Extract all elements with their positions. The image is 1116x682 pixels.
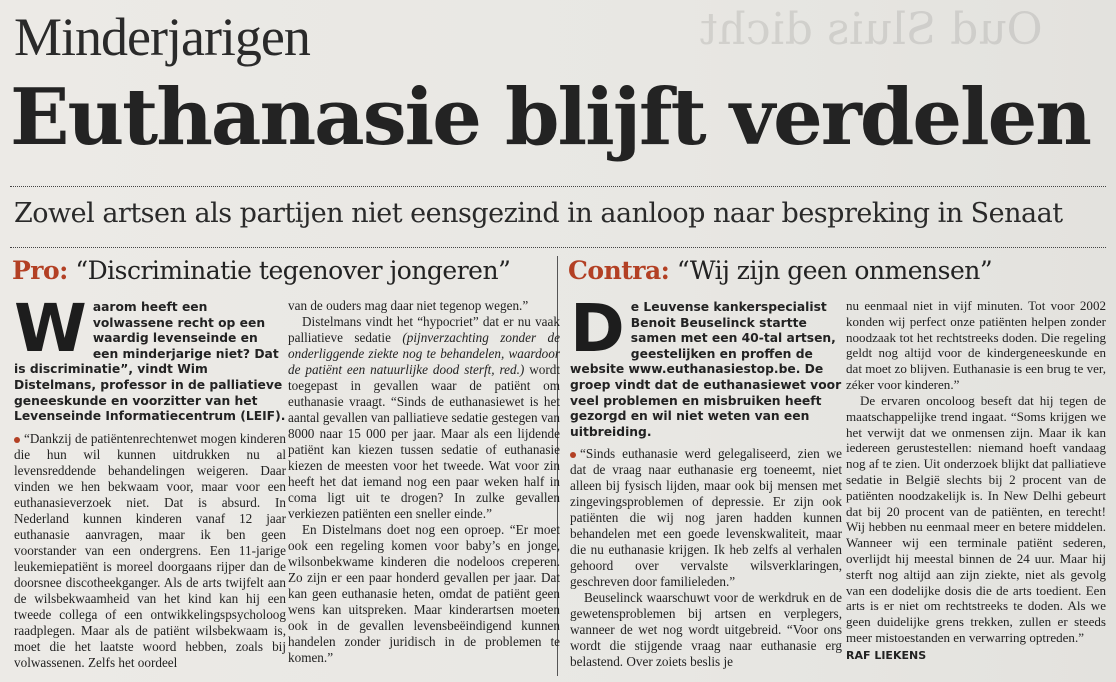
drop-cap: W [14,290,87,367]
kicker: Minderjarigen [14,7,310,67]
contra-column-1 [570,290,842,670]
pro-section-heading [12,256,510,285]
contra-section-heading [568,256,992,285]
contra-paragraph-text: “Sinds euthanasie werd gelegaliseerd, zien we dat de vraag naar euthanasie erg toeneemt, niet alleen bij fysisch lijden, maar ook bij mensen met zingevingsproblemen of depressie. Er zijn ook patiënten die wij nog jaren hadden kunnen behandelen met een goede levenskwaliteit, maar die nu euthanasie krijgen. Ik heb zelfs al verhalen gehoord over vervalste wilsverklaringen, geschreven door familieleden.” [570,446,842,590]
divider-rule [10,247,1106,248]
pro-paragraph [288,314,560,522]
contra-intro [570,290,842,440]
pro-paragraph-text: Distelmans vindt het “hypocriet” dat er nu vaak palliatieve sedatie [288,314,560,345]
contra-paragraph: De ervaren oncoloog beseft dat hij tegen de maatschappelijke trend ingaat. “Soms krijgen we het verwijt dat we onmensen zijn. Maar ik kan iedereen gerustestellen: niemand hoeft vandaag nog af te zien. Uit onderzoek blijkt dat palliatieve sedatie in België slechts bij 2 procent van de patiënten noodzakelijk is. In New Delhi gebeurt dat bij 20 procent van de patiënten, en terecht! Wij hebben nu eenmaal meer en betere middelen. Wanneer wij een terminale patiënt sederen, overlijdt hij meestal binnen de 24 uur. Maar hij sterft nog altijd aan zijn ziekte, niet als gevolg van een dodelijke dosis die de arts toedient. Een arts is er niet om rechtstreeks te doden. Als we geen duidelijke grens trekken, zullen er steeds meer mistoestanden en verwarring optreden.” [846,392,1106,646]
subheadline: Zowel artsen als partijen niet eensgezind in aanloop naar bespreking in Senaat [14,198,1063,229]
byline: RAF LIEKENS [846,648,927,662]
bullet-icon [14,437,20,443]
pro-paragraph-italic: (pijnverzachting zonder de onderliggende ziekte nog te behandelen, waardoor de patiënt een natuurlijke dood sterft, red.) [288,330,560,377]
headline: Euthanasie blijft verdelen [10,72,1090,163]
divider-rule [10,186,1106,187]
pro-intro-text: aarom heeft een volwassene recht op een waardig levenseinde en een minderjarige niet? Dat is discriminatie”, vindt Wim Distelmans, professor in de palliatieve geneeskunde en voorzitter van het Levenseinde Informatiecentrum (LEIF). [14,300,286,424]
contra-column-2 [846,298,1106,664]
contra-paragraph [570,446,842,590]
contra-paragraph: nu eenmaal niet in vijf minuten. Tot voor 2002 konden wij perfect onze patiënten helpen zonder noodzaak tot het rechtstreeks doden. Die regeling geldt nog altijd voor de kindergeneeskunde en dat moet zo blijven. Euthanasie is een brug te ver, zéker voor kinderen.” [846,298,1106,393]
contra-intro-text: e Leuvense kankerspecialist Benoit Beuselinck startte samen met een 40-tal artsen, geestelijken en proffen de website www.euthanasiestop.be. De groep vindt dat de euthanasiewet voor veel problemen en misbruiken heeft gezorgd en wil niet weten van een uitbreiding. [570,300,842,439]
pro-intro [14,290,286,425]
pro-paragraph: van de ouders mag daar niet tegenop wegen.” [288,298,529,313]
contra-label: Contra: [568,256,670,285]
drop-cap: D [570,290,625,367]
pro-quote: “Discriminatie tegenover jongeren” [75,256,511,285]
pro-paragraph-text: “Dankzij de patiëntenrechtenwet mogen kinderen die hun wil kunnen uitdrukken nu al levensreddende behandelingen weigeren. Daar vinden we hen bekwaam voor, maar voor een euthanasieverzoek niet. Dat is absurd. In Nederland kunnen kinderen vanaf 12 jaar euthanasie aanvragen, maar ik ben geen voorstander van een ondergrens. Een 11-jarige leukemiepatiënt is moreel doorgaans rijper dan de doorsnee discotheekganger. Als de arts twijfelt aan de wilsbekwaamheid van het kind kan hij een tweede collega of een ontwikkelingspsycholoog raadplegen. Maar als de patiënt wilsbekwaam is, moet die het laatste woord hebben, zoals bij volwassenen. Zelfs het oordeel [14,430,286,670]
contra-paragraph: Beuselinck waarschuwt voor de werkdruk en de gewetensproblemen bij artsen en verplegers, wanneer de wet nog wordt uitgebreid. “Voor ons wordt die stijgende vraag naar euthanasie erg belastend. Over zoiets beslis je [570,590,842,670]
pro-column-2 [288,298,560,666]
bleed-through-text: Oud Sluis dicht [700,4,1043,55]
pro-paragraph: En Distelmans doet nog een oproep. “Er moet ook een regeling komen voor baby’s en jonge, wilsonbekwame kinderen die nodeloos creperen. Zo zijn er een paar honderd gevallen per jaar. Dat kan geen euthanasie heten, omdat de patiënt geen wens kan uitspreken. Maar kinderartsen moeten ook in de gevallen levensbeëindigend kunnen handelen zonder juridisch in de problemen te komen.” [288,522,560,665]
pro-column-1 [14,290,286,671]
bullet-icon [570,452,576,458]
contra-quote: “Wij zijn geen onmensen” [676,256,993,285]
pro-paragraph-text: wordt toegepast in gevallen waar de patiënt om euthanasie vraagt. “Sinds de euthanasiewet is het aantal gevallen van palliatieve sedatie gestegen van 8000 naar 15 000 per jaar. Maar als een lijdende patiënt kan kiezen tussen sedatie of euthanasie kiezen de meesten voor het tweede. Wat voor zin heeft het dat iemand nog een paar weken half in coma ligt uit te drogen? In zulke gevallen verkiezen patiënten een sneller einde.” [288,362,560,521]
pro-label: Pro: [12,256,68,285]
pro-paragraph [14,431,286,671]
